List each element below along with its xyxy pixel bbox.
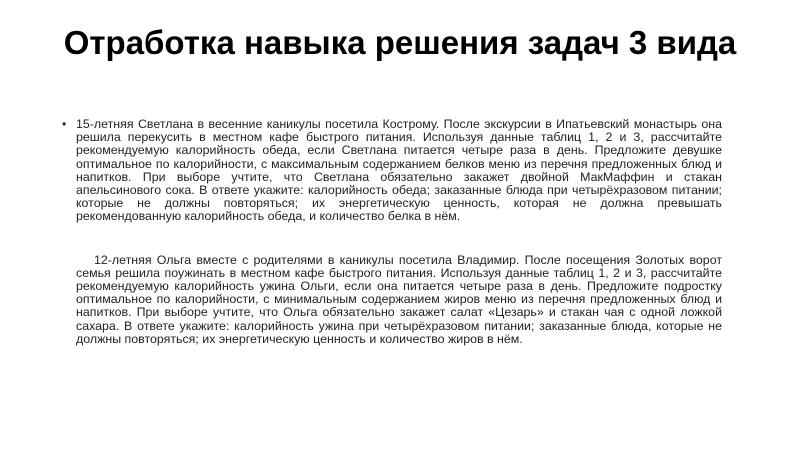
- task-1-item: [62, 118, 722, 224]
- slide-title: Отработка навыка решения задач 3 вида: [63, 24, 737, 61]
- task-2-text: 12-летняя Ольга вместе с родителями в каникулы посетила Владимир. После посещения Золотых ворот семья решила поужинать в местном кафе быстрого питания. Используя данные таблиц 1, 2 и 3, рассчитайте рекомендуемую калорийность ужина Ольги, если она питается четыре раза в день. Предложите подростку оптимальное по калорийности, с минимальным содержанием жиров меню из перечня предложенных блюд и напитков. При выборе учтите, что Ольга обязательно закажет салат «Цезарь» и стакан чая с одной ложкой сахара. В ответе укажите: калорийность ужина при четырёхразовом питании; заказанные блюда, которые не должны повторяться; их энергетическую ценность и количество жиров в нём.: [76, 252, 722, 346]
- task-2-item: [62, 254, 722, 346]
- task-1-text: 15-летняя Светлана в весенние каникулы посетила Кострому. После экскурсии в Ипатьевский монастырь она решила перекусить в местном кафе быстрого питания. Используя данные таблиц 1, 2 и 3, рассчитайте рекомендуемую калорийность обеда, если Светлана питается четыре раза в день. Предложите девушке оптимальное по калорийности, с максимальным содержанием белков меню из перечня предложенных блюд и напитков. При выборе учтите, что Светлана обязательно закажет двойной МакМаффин и стакан апельсинового сока. В ответе укажите: калорийность обеда; заказанные блюда при четырёхразовом питании; которые не должны повторяться; их энергетическую ценность, которая не должна превышать рекомендованную калорийность обеда, и количество белка в нём.: [76, 117, 722, 224]
- slide-content: [62, 118, 722, 346]
- bullet-icon: •: [62, 117, 67, 131]
